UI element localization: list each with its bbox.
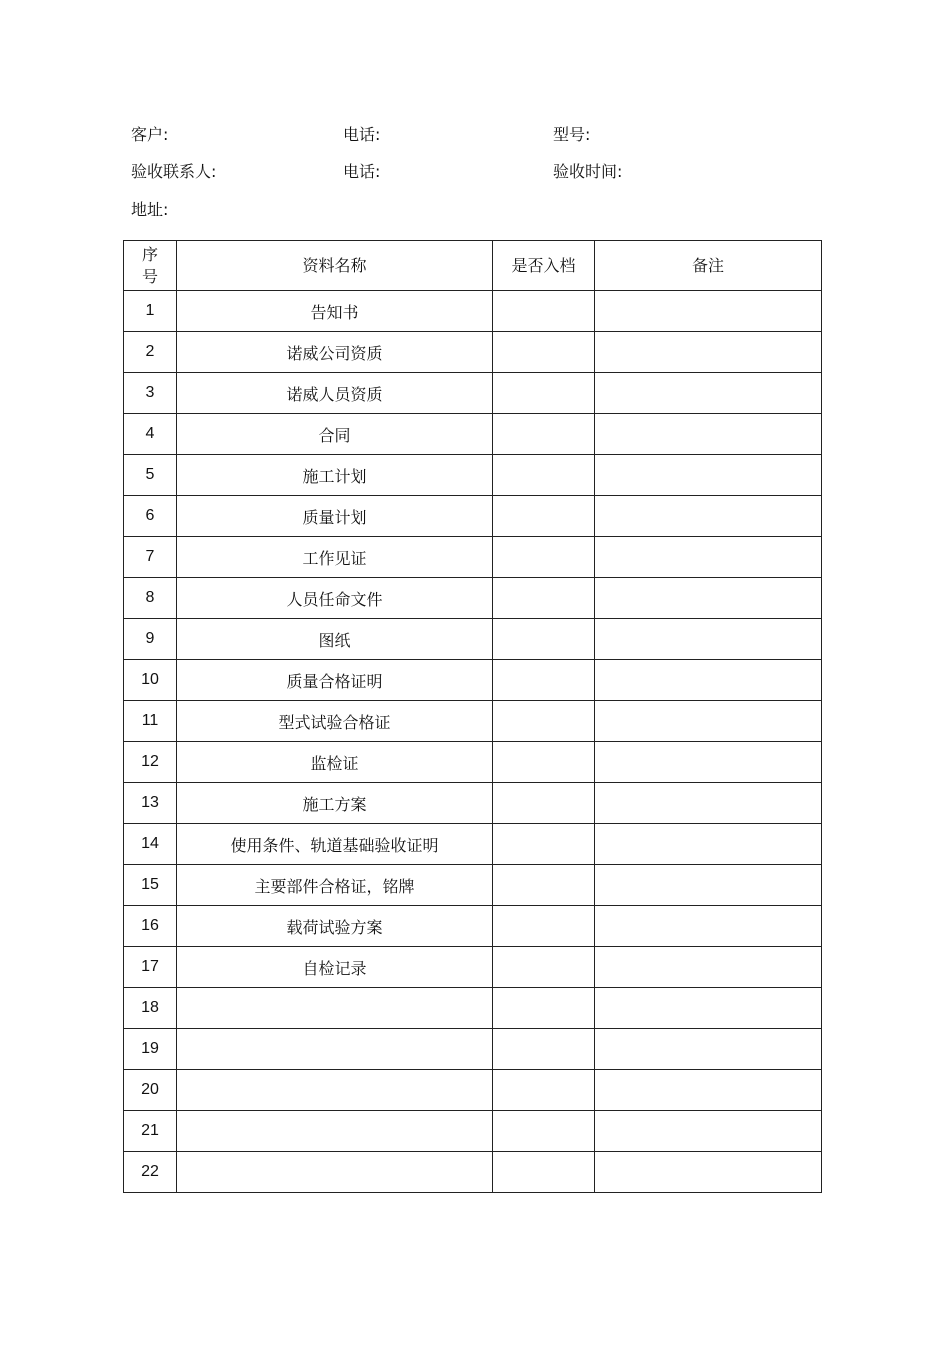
table-row — [124, 783, 822, 824]
cell-document-name: 人员任命文件 — [177, 578, 493, 619]
cell-remarks[interactable] — [595, 865, 822, 906]
table-row — [124, 742, 822, 783]
column-header-no-line1: 序 — [141, 244, 158, 264]
cell-archived[interactable] — [493, 906, 595, 947]
cell-remarks[interactable] — [595, 824, 822, 865]
cell-document-name: 载荷试验方案 — [177, 906, 493, 947]
cell-archived[interactable] — [493, 619, 595, 660]
cell-remarks[interactable] — [595, 414, 822, 455]
table-row — [124, 455, 822, 496]
table-row — [124, 496, 822, 537]
cell-remarks[interactable] — [595, 988, 822, 1029]
contact-label: 验收联系人: — [131, 162, 217, 181]
cell-archived[interactable] — [493, 947, 595, 988]
cell-document-name — [177, 1111, 493, 1152]
cell-archived[interactable] — [493, 291, 595, 332]
cell-row-number: 9 — [124, 619, 177, 660]
cell-document-name: 型式试验合格证 — [177, 701, 493, 742]
cell-archived[interactable] — [493, 332, 595, 373]
phone-label-2: 电话: — [343, 162, 381, 181]
table-row — [124, 1111, 822, 1152]
cell-row-number: 3 — [124, 373, 177, 414]
cell-row-number: 12 — [124, 742, 177, 783]
cell-archived[interactable] — [493, 537, 595, 578]
cell-archived[interactable] — [493, 783, 595, 824]
cell-row-number: 7 — [124, 537, 177, 578]
table-row — [124, 906, 822, 947]
cell-document-name: 质量合格证明 — [177, 660, 493, 701]
cell-row-number: 11 — [124, 701, 177, 742]
table-row — [124, 824, 822, 865]
cell-remarks[interactable] — [595, 783, 822, 824]
cell-row-number: 19 — [124, 1029, 177, 1070]
cell-archived[interactable] — [493, 1070, 595, 1111]
table-row — [124, 660, 822, 701]
table-row — [124, 332, 822, 373]
cell-document-name: 图纸 — [177, 619, 493, 660]
cell-row-number: 21 — [124, 1111, 177, 1152]
table-row — [124, 701, 822, 742]
cell-archived[interactable] — [493, 1111, 595, 1152]
customer-label: 客户: — [131, 125, 169, 144]
cell-document-name: 工作见证 — [177, 537, 493, 578]
table-row — [124, 1029, 822, 1070]
cell-remarks[interactable] — [595, 1152, 822, 1193]
cell-archived[interactable] — [493, 414, 595, 455]
cell-archived[interactable] — [493, 988, 595, 1029]
cell-row-number: 20 — [124, 1070, 177, 1111]
cell-row-number: 5 — [124, 455, 177, 496]
cell-row-number: 15 — [124, 865, 177, 906]
cell-remarks[interactable] — [595, 496, 822, 537]
column-header-remarks: 备注 — [595, 241, 822, 291]
cell-remarks[interactable] — [595, 291, 822, 332]
cell-remarks[interactable] — [595, 619, 822, 660]
cell-archived[interactable] — [493, 865, 595, 906]
cell-row-number: 10 — [124, 660, 177, 701]
cell-row-number: 14 — [124, 824, 177, 865]
cell-document-name — [177, 988, 493, 1029]
cell-remarks[interactable] — [595, 1070, 822, 1111]
table-row — [124, 291, 822, 332]
cell-row-number: 1 — [124, 291, 177, 332]
cell-archived[interactable] — [493, 373, 595, 414]
cell-remarks[interactable] — [595, 1029, 822, 1070]
table-row — [124, 1152, 822, 1193]
cell-document-name — [177, 1029, 493, 1070]
cell-archived[interactable] — [493, 1029, 595, 1070]
column-header-no-line2: 号 — [141, 266, 158, 286]
table-row — [124, 1070, 822, 1111]
cell-remarks[interactable] — [595, 906, 822, 947]
column-header-name: 资料名称 — [177, 241, 493, 291]
cell-remarks[interactable] — [595, 947, 822, 988]
cell-remarks[interactable] — [595, 537, 822, 578]
cell-document-name: 合同 — [177, 414, 493, 455]
address-label: 地址: — [131, 200, 169, 219]
table-header-row — [124, 241, 822, 291]
cell-archived[interactable] — [493, 742, 595, 783]
cell-archived[interactable] — [493, 496, 595, 537]
cell-remarks[interactable] — [595, 455, 822, 496]
cell-document-name — [177, 1152, 493, 1193]
column-header-no — [124, 241, 177, 291]
table-row — [124, 619, 822, 660]
cell-row-number: 8 — [124, 578, 177, 619]
table-row — [124, 947, 822, 988]
cell-document-name: 监检证 — [177, 742, 493, 783]
cell-document-name: 施工计划 — [177, 455, 493, 496]
table-row — [124, 373, 822, 414]
cell-archived[interactable] — [493, 701, 595, 742]
table-row — [124, 578, 822, 619]
cell-row-number: 22 — [124, 1152, 177, 1193]
cell-archived[interactable] — [493, 578, 595, 619]
model-label: 型号: — [553, 125, 591, 144]
cell-archived[interactable] — [493, 660, 595, 701]
cell-archived[interactable] — [493, 824, 595, 865]
cell-document-name: 诺威公司资质 — [177, 332, 493, 373]
cell-document-name: 诺威人员资质 — [177, 373, 493, 414]
cell-archived[interactable] — [493, 1152, 595, 1193]
cell-archived[interactable] — [493, 455, 595, 496]
cell-remarks[interactable] — [595, 578, 822, 619]
cell-remarks[interactable] — [595, 660, 822, 701]
cell-row-number: 6 — [124, 496, 177, 537]
cell-remarks[interactable] — [595, 1111, 822, 1152]
cell-document-name: 使用条件、轨道基础验收证明 — [177, 824, 493, 865]
cell-row-number: 4 — [124, 414, 177, 455]
table-row — [124, 414, 822, 455]
table-row — [124, 865, 822, 906]
table-body — [124, 291, 822, 1193]
table-row — [124, 988, 822, 1029]
cell-remarks[interactable] — [595, 373, 822, 414]
phone-label-1: 电话: — [343, 125, 381, 144]
cell-document-name: 施工方案 — [177, 783, 493, 824]
cell-remarks[interactable] — [595, 742, 822, 783]
cell-document-name: 质量计划 — [177, 496, 493, 537]
cell-remarks[interactable] — [595, 701, 822, 742]
cell-row-number: 17 — [124, 947, 177, 988]
document-checklist-table — [123, 240, 822, 1193]
table-row — [124, 537, 822, 578]
cell-document-name: 主要部件合格证，铭牌 — [177, 865, 493, 906]
cell-row-number: 13 — [124, 783, 177, 824]
cell-document-name: 自检记录 — [177, 947, 493, 988]
cell-row-number: 2 — [124, 332, 177, 373]
acceptance-time-label: 验收时间: — [553, 162, 623, 181]
cell-remarks[interactable] — [595, 332, 822, 373]
cell-row-number: 16 — [124, 906, 177, 947]
cell-row-number: 18 — [124, 988, 177, 1029]
cell-document-name: 告知书 — [177, 291, 493, 332]
column-header-archived: 是否入档 — [493, 241, 595, 291]
cell-document-name — [177, 1070, 493, 1111]
